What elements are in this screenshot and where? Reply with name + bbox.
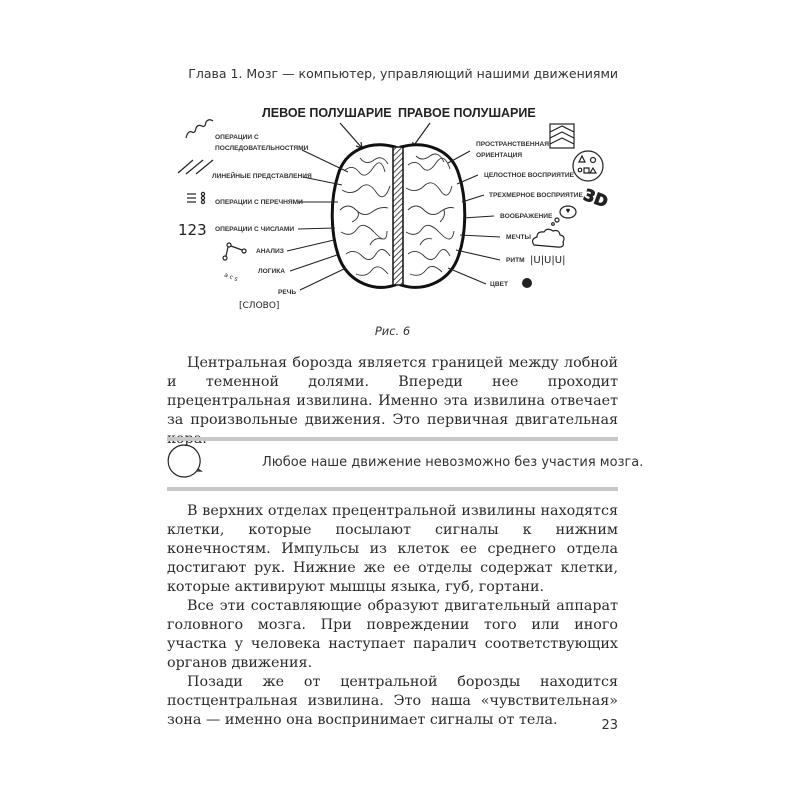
paragraph: Центральная борозда является границей между лобной и теменной долями. Впереди нее проходит прецентральная извилина. Именно эта извилина отвечает за произвольные движения. Это первичная двигательная: [167, 355, 618, 428]
paragraph: В верхних отделах прецентральной извилины находятся клетки, которые посылают сигналы к нижним конечностям. Импульсы из клеток ее среднего отдела достигают рук. Нижние же ее отделы содержат клетки, которые активируют мышцы языка, губ, гортани.: [167, 503, 618, 595]
brain-icon: [332, 145, 465, 287]
paragraph: Все эти составляющие образуют двигательный аппарат головного мозга. При повреждении того или иного участка у человека наступает паралич соответствующих органов движения.: [167, 598, 618, 671]
list-icon: [187, 192, 205, 203]
label-imagination: ВООБРАЖЕНИЕ: [500, 213, 553, 220]
label-dreams: МЕЧТЫ: [506, 234, 532, 241]
speech-bubble-icon: [165, 441, 205, 481]
left-hemisphere-heading: ЛЕВОЕ ПОЛУШАРИЕ: [262, 106, 392, 120]
shapes-circle-icon: [573, 151, 603, 181]
label-3d: ТРЕХМЕРНОЕ ВОСПРИЯТИЕ: [489, 192, 583, 199]
right-hemisphere-heading: ПРАВОЕ ПОЛУШАРИЕ: [398, 106, 536, 120]
word-icon: [СЛОВО]: [239, 301, 280, 311]
label-numbers: ОПЕРАЦИИ С ЧИСЛАМИ: [215, 226, 295, 233]
figure-caption: Рис. 6: [374, 324, 411, 338]
label-linear: ЛИНЕЙНЫЕ ПРЕДСТАВЛЕНИЯ: [212, 173, 312, 180]
thought-bubble-icon: [552, 206, 576, 225]
color-dot-icon: [522, 278, 532, 288]
heart-icon: [566, 209, 570, 213]
label-color: ЦВЕТ: [490, 281, 509, 288]
label-sequences-1: ОПЕРАЦИИ С: [215, 134, 259, 141]
callout-text: Любое наше движение невозможно без участия мозга.: [262, 455, 644, 470]
rhythm-icon: |U|U|U|: [530, 255, 566, 266]
paragraph: Позади же от центральной борозды находится постцентральная извилина. Это наша «чувствительная» зона — именно она воспринимает сигналы от тела.: [167, 674, 618, 728]
logic-icon: a c s: [223, 271, 239, 283]
label-holistic: ЦЕЛОСТНОЕ ВОСПРИЯТИЕ: [484, 172, 574, 179]
label-spatial-1: ПРОСТРАНСТВЕННАЯ: [476, 141, 549, 148]
callout-top-rule: [167, 437, 618, 441]
brain-hemispheres-figure: [0, 0, 800, 320]
3d-icon: 3D: [581, 185, 611, 212]
wave-icon: [186, 120, 213, 138]
running-header: Глава 1. Мозг — компьютер, управляющий нашими движениями: [188, 66, 618, 81]
label-speech: РЕЧЬ: [278, 289, 297, 296]
label-sequences-2: ПОСЛЕДОВАТЕЛЬНОСТЯМИ: [215, 145, 309, 152]
label-logic: ЛОГИКА: [258, 268, 286, 275]
label-lists: ОПЕРАЦИИ С ПЕРЕЧНЯМИ: [215, 199, 303, 206]
cloud-icon: [533, 229, 564, 247]
label-spatial-2: ОРИЕНТАЦИЯ: [476, 152, 523, 159]
label-analysis: АНАЛИЗ: [256, 248, 284, 255]
label-rhythm: РИТМ: [506, 257, 525, 264]
diagonal-lines-icon: [178, 160, 213, 174]
numbers-icon: 123: [178, 221, 207, 239]
body-text-block: [167, 502, 618, 730]
paragraph-1-block: [167, 354, 618, 449]
callout-bottom-rule: [167, 487, 618, 491]
graph-icon: [223, 243, 246, 260]
page-number: 23: [601, 718, 618, 733]
